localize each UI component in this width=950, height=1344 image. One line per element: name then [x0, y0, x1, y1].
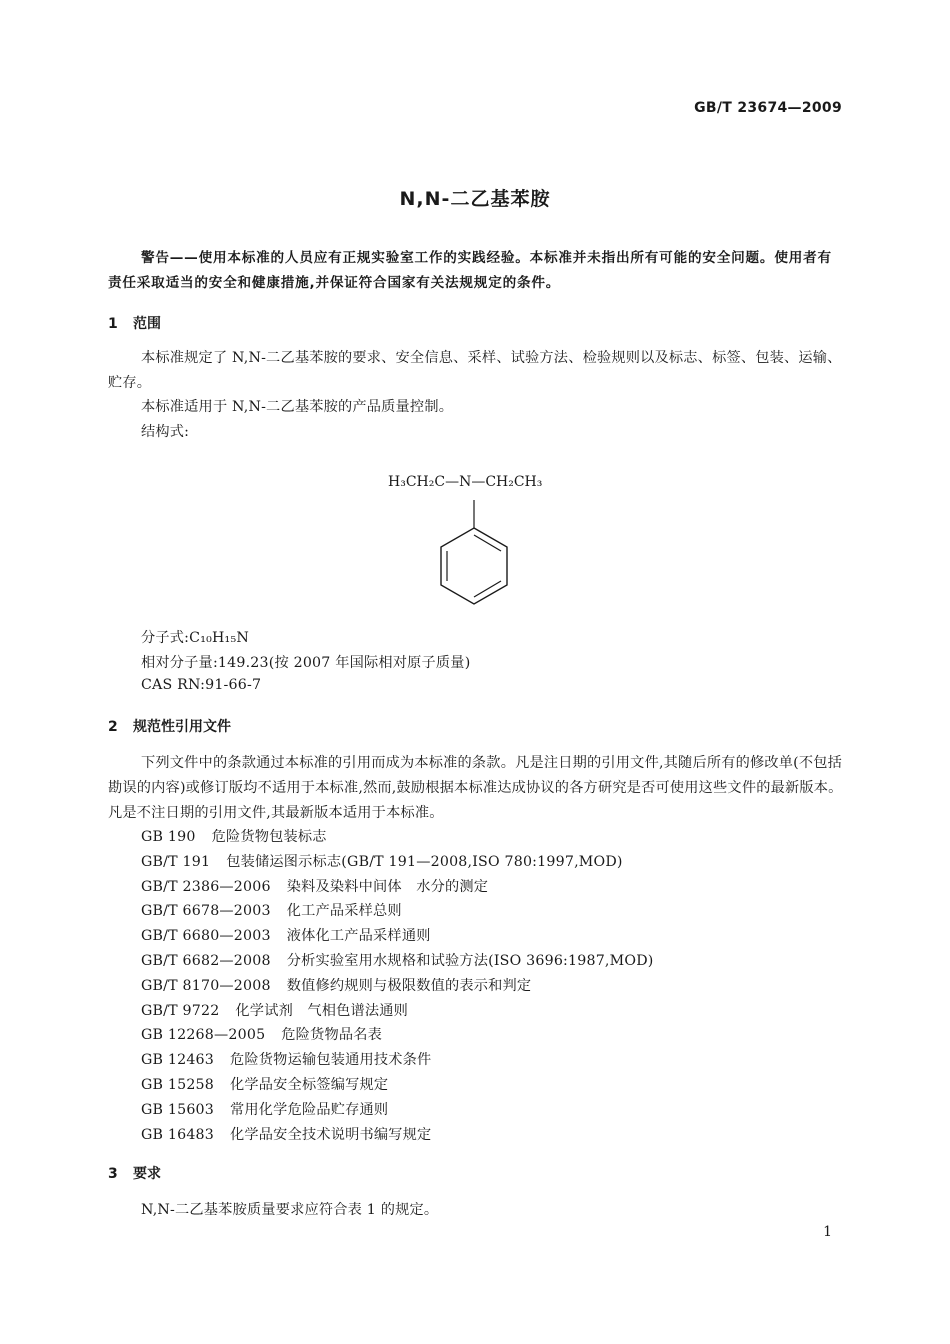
- reference-title: 常用化学危险品贮存通则: [230, 1101, 389, 1118]
- reference-title: 化学品安全标签编写规定: [230, 1077, 389, 1093]
- reference-item: [141, 1124, 431, 1144]
- document-title: N,N-二乙基苯胺: [399, 188, 551, 210]
- reference-title: 染料及染料中间体 水分的测定: [286, 878, 489, 895]
- reference-item: [141, 925, 431, 945]
- reference-code: GB 16483: [141, 1126, 215, 1143]
- reference-title: 危险货物品名表: [281, 1027, 383, 1044]
- reference-item: [141, 876, 488, 896]
- standard-number: GB/T 23674—2009: [694, 100, 842, 116]
- reference-title: 分析实验室用水规格和试验方法(ISO 3696:1987,MOD): [286, 953, 654, 969]
- reference-item: [141, 975, 531, 995]
- reference-code: GB/T 6682—2008: [141, 953, 271, 969]
- reference-item: [141, 826, 327, 846]
- section-1-heading: [108, 313, 161, 333]
- section-title: 范围: [133, 316, 161, 332]
- reference-title: 化工产品采样总则: [286, 903, 402, 920]
- section-1-paragraph-2: 本标准适用于 N,N-二乙基苯胺的产品质量控制。: [141, 399, 454, 415]
- reference-title: 包装储运图示标志(GB/T 191—2008,ISO 780:1997,MOD): [226, 853, 623, 870]
- reference-code: GB 15258: [141, 1077, 215, 1093]
- section-2-heading: [108, 716, 231, 736]
- molecular-formula-value: C₁₀H₁₅N: [189, 630, 249, 646]
- reference-code: GB 15603: [141, 1101, 215, 1118]
- reference-item: [141, 1024, 382, 1044]
- cas-number: CAS RN:91-66-7: [141, 677, 262, 693]
- reference-title: 化学品安全技术说明书编写规定: [230, 1126, 432, 1143]
- reference-code: GB/T 191: [141, 853, 211, 870]
- reference-code: GB/T 2386—2006: [141, 878, 271, 895]
- reference-item: [141, 851, 623, 871]
- molecular-weight: 相对分子量:149.23(按 2007 年国际相对原子质量): [141, 655, 471, 671]
- molecular-formula: [141, 627, 249, 647]
- reference-code: GB/T 6680—2003: [141, 928, 271, 945]
- reference-title: 危险货物包装标志: [211, 829, 327, 845]
- reference-title: 液体化工产品采样通则: [286, 928, 431, 945]
- reference-item: [141, 900, 402, 920]
- molecular-formula-label: 分子式:: [141, 630, 190, 646]
- structural-formula-text: H₃CH₂C—N—CH₂CH₃: [388, 474, 543, 490]
- section-title: 规范性引用文件: [133, 719, 231, 735]
- section-2-paragraph: 下列文件中的条款通过本标准的引用而成为本标准的条款。凡是注日期的引用文件,其随后所有的修改单(不包括勘误的内容)或修订版均不适用于本标准,然而,鼓励根据本标准达成协议的各方研究是否可使用这些文件的最新版本。凡是不注日期的引用文件,其最新版本适用于本标准。: [108, 755, 843, 821]
- reference-title: 数值修约规则与极限数值的表示和判定: [286, 977, 532, 994]
- reference-code: GB 12463: [141, 1052, 215, 1069]
- reference-title: 化学试剂 气相色谱法通则: [235, 1002, 409, 1019]
- section-title: 要求: [133, 1166, 161, 1182]
- reference-code: GB/T 6678—2003: [141, 903, 271, 920]
- benzene-ring-diagram: [430, 498, 520, 610]
- reference-code: GB 12268—2005: [141, 1027, 266, 1044]
- reference-code: GB 190: [141, 829, 196, 845]
- reference-item: [141, 1099, 388, 1119]
- warning-paragraph: 警告——使用本标准的人员应有正规实验室工作的实践经验。本标准并未指出所有可能的安全问题。使用者有责任采取适当的安全和健康措施,并保证符合国家有关法规规定的条件。: [108, 250, 832, 291]
- reference-item: [141, 950, 654, 970]
- structure-label: 结构式:: [141, 424, 190, 440]
- reference-item: [141, 1000, 408, 1020]
- section-3-paragraph: N,N-二乙基苯胺质量要求应符合表 1 的规定。: [141, 1202, 439, 1218]
- reference-code: GB/T 8170—2008: [141, 977, 271, 994]
- page-number: 1: [823, 1224, 832, 1240]
- reference-code: GB/T 9722: [141, 1002, 220, 1019]
- reference-item: [141, 1049, 431, 1069]
- reference-item: [141, 1074, 388, 1094]
- section-3-heading: [108, 1163, 161, 1183]
- reference-title: 危险货物运输包装通用技术条件: [230, 1052, 432, 1069]
- section-number: 3: [108, 1166, 118, 1182]
- section-1-paragraph-1: 本标准规定了 N,N-二乙基苯胺的要求、安全信息、采样、试验方法、检验规则以及标志、标签、包装、运输、贮存。: [108, 350, 842, 391]
- section-number: 2: [108, 719, 118, 735]
- section-number: 1: [108, 316, 118, 332]
